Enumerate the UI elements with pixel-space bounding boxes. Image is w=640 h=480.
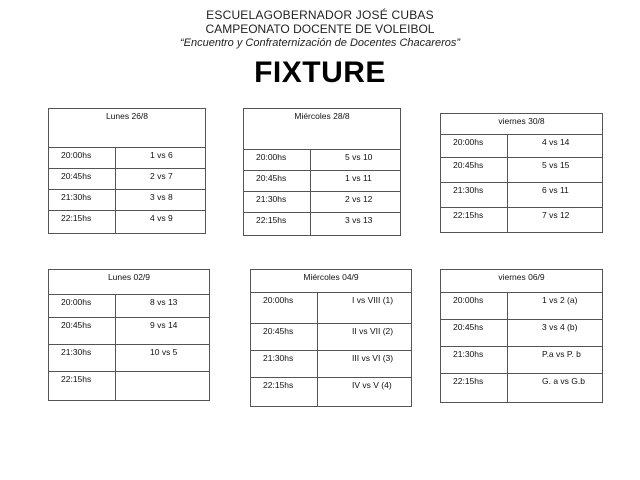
fixture-row (251, 378, 412, 407)
match-time: 21:30hs (441, 347, 508, 374)
fixture-row (244, 171, 401, 192)
match-time: 20:45hs (441, 158, 508, 183)
fixture-row (49, 372, 210, 401)
match-time: 22:15hs (49, 372, 116, 401)
match-time: 22:15hs (441, 374, 508, 403)
match-pairing: G. a vs G.b (508, 374, 603, 403)
match-time: 22:15hs (251, 378, 318, 407)
fixture-day: Lunes 26/8 (49, 109, 206, 148)
match-time: 21:30hs (251, 351, 318, 378)
fixture-row (441, 320, 603, 347)
match-pairing: P.a vs P. b (508, 347, 603, 374)
match-time: 20:45hs (244, 171, 311, 192)
fixture-row (251, 351, 412, 378)
match-pairing: 5 vs 10 (311, 150, 401, 171)
fixture-row (244, 150, 401, 171)
match-time: 22:15hs (49, 211, 116, 234)
championship-name: CAMPEONATO DOCENTE DE VOLEIBOL (205, 22, 435, 36)
match-time: 20:00hs (251, 293, 318, 324)
match-time: 20:45hs (441, 320, 508, 347)
match-time: 20:00hs (441, 135, 508, 158)
match-time: 20:00hs (49, 148, 116, 169)
match-time: 21:30hs (49, 190, 116, 211)
fixture-row (49, 295, 210, 318)
fixture-row (244, 192, 401, 213)
fixture-row (49, 345, 210, 372)
fixture-row (49, 318, 210, 345)
match-pairing: 2 vs 7 (116, 169, 206, 190)
match-pairing: 6 vs 11 (508, 183, 603, 208)
fixture-row (49, 148, 206, 169)
fixture-row (244, 213, 401, 236)
match-pairing: 2 vs 12 (311, 192, 401, 213)
match-pairing: 4 vs 9 (116, 211, 206, 234)
fixture-table (243, 108, 401, 236)
match-pairing (116, 372, 210, 401)
match-pairing: 8 vs 13 (116, 295, 210, 318)
match-pairing: II vs VII (2) (318, 324, 412, 351)
match-time: 21:30hs (49, 345, 116, 372)
match-pairing: 3 vs 4 (b) (508, 320, 603, 347)
school-name: ESCUELAGOBERNADOR JOSÉ CUBAS (206, 8, 434, 22)
fixture-row (49, 211, 206, 234)
match-time: 21:30hs (441, 183, 508, 208)
fixture-row (441, 135, 603, 158)
fixture-table (48, 108, 206, 234)
fixture-day: Miércoles 28/8 (244, 109, 401, 150)
fixture-row (441, 374, 603, 403)
match-pairing: I vs VIII (1) (318, 293, 412, 324)
match-time: 20:00hs (441, 293, 508, 320)
match-time: 22:15hs (244, 213, 311, 236)
fixture-row (49, 169, 206, 190)
match-pairing: 4 vs 14 (508, 135, 603, 158)
match-time: 20:45hs (251, 324, 318, 351)
fixture-table (48, 269, 210, 401)
match-pairing: 1 vs 11 (311, 171, 401, 192)
match-time: 20:45hs (49, 169, 116, 190)
page-title: FIXTURE (254, 56, 386, 89)
match-time: 20:00hs (49, 295, 116, 318)
match-pairing: III vs VI (3) (318, 351, 412, 378)
match-pairing: 1 vs 2 (a) (508, 293, 603, 320)
fixture-day: Miércoles 04/9 (251, 270, 412, 293)
match-time: 21:30hs (244, 192, 311, 213)
fixture-row (441, 183, 603, 208)
match-pairing: 9 vs 14 (116, 318, 210, 345)
fixture-row (441, 208, 603, 233)
fixture-day: viernes 30/8 (441, 114, 603, 135)
fixture-row (49, 190, 206, 211)
fixture-day: viernes 06/9 (441, 270, 603, 293)
fixture-row (251, 293, 412, 324)
match-pairing: 3 vs 13 (311, 213, 401, 236)
match-pairing: 3 vs 8 (116, 190, 206, 211)
fixture-day: Lunes 02/9 (49, 270, 210, 295)
fixture-row (441, 293, 603, 320)
match-time: 22:15hs (441, 208, 508, 233)
fixture-row (441, 347, 603, 374)
match-time: 20:45hs (49, 318, 116, 345)
match-pairing: IV vs V (4) (318, 378, 412, 407)
fixture-table (250, 269, 412, 407)
match-time: 20:00hs (244, 150, 311, 171)
match-pairing: 7 vs 12 (508, 208, 603, 233)
fixture-row (251, 324, 412, 351)
event-subtitle: “Encuentro y Confraternización de Docentes Chacareros” (179, 37, 461, 49)
match-pairing: 10 vs 5 (116, 345, 210, 372)
fixture-table (440, 269, 603, 403)
match-pairing: 1 vs 6 (116, 148, 206, 169)
fixture-table (440, 113, 603, 233)
match-pairing: 5 vs 15 (508, 158, 603, 183)
fixture-row (441, 158, 603, 183)
